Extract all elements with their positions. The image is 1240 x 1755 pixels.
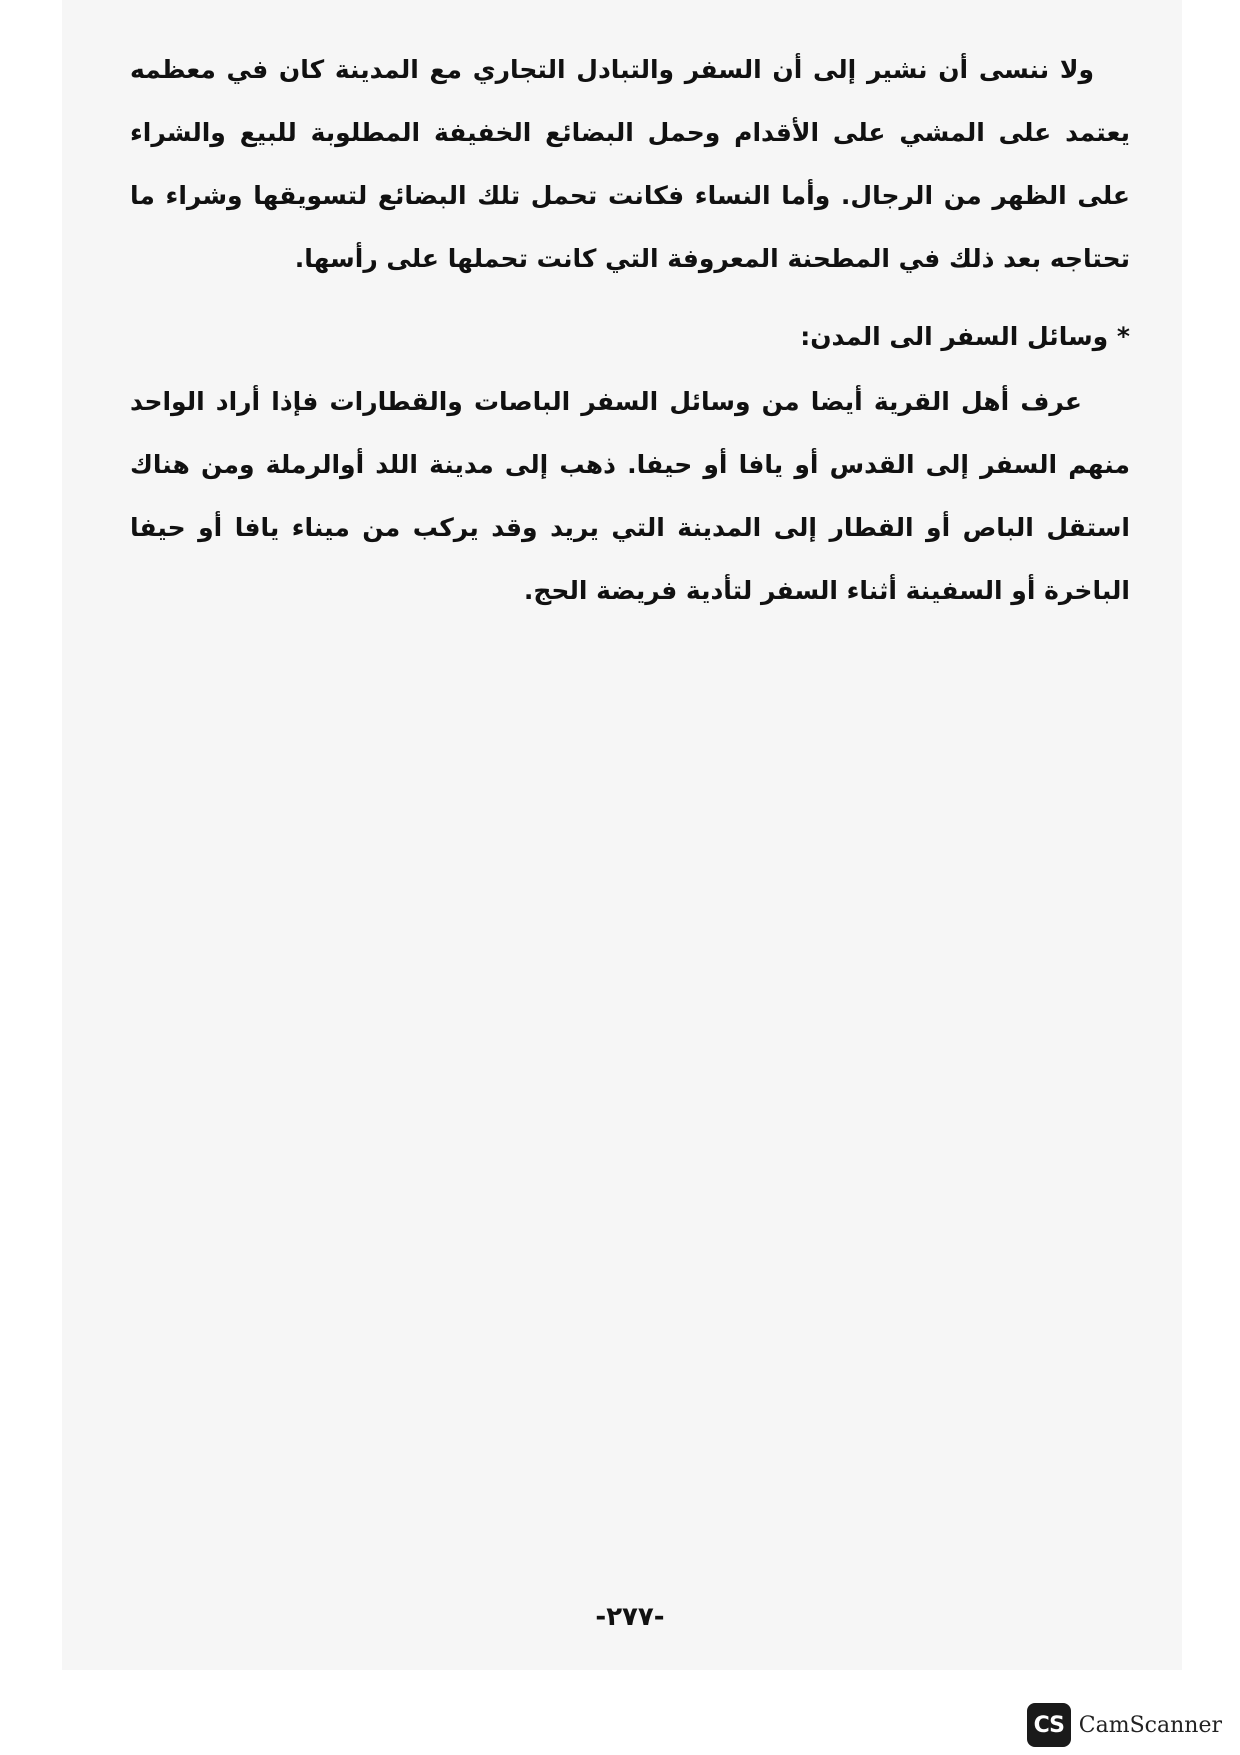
camscanner-watermark [1027,1700,1222,1750]
camscanner-name: CamScanner [1078,1712,1222,1738]
paragraph-travel-means: عرف أهل القرية أيضا من وسائل السفر الباصات والقطارات فإذا أراد الواحد منهم السفر إلى القدس أو يافا أو حيفا. ذهب إلى مدينة اللد أوالرملة ومن هناك استقل الباص أو القطار إلى المدينة التي يريد وقد يركب من ميناء يافا أو حيفا الباخرة أو السفينة أثناء السفر لتأدية فريضة الحج. [130,387,1130,605]
section-heading-travel-means: * وسائل السفر الى المدن: [800,322,1130,351]
page-number: -٢٧٧- [595,1602,665,1632]
paragraph-travel-trade: ولا ننسى أن نشير إلى أن السفر والتبادل التجاري مع المدينة كان في معظمه يعتمد على المشي على الأقدام وحمل البضائع الخفيفة المطلوبة للبيع والشراء على الظهر من الرجال. وأما النساء فكانت تحمل تلك البضائع لتسويقها وشراء ما تحتاجه بعد ذلك في المطحنة المعروفة التي كانت تحملها على رأسها. [130,55,1130,273]
camscanner-logo-icon: CS [1027,1703,1071,1747]
